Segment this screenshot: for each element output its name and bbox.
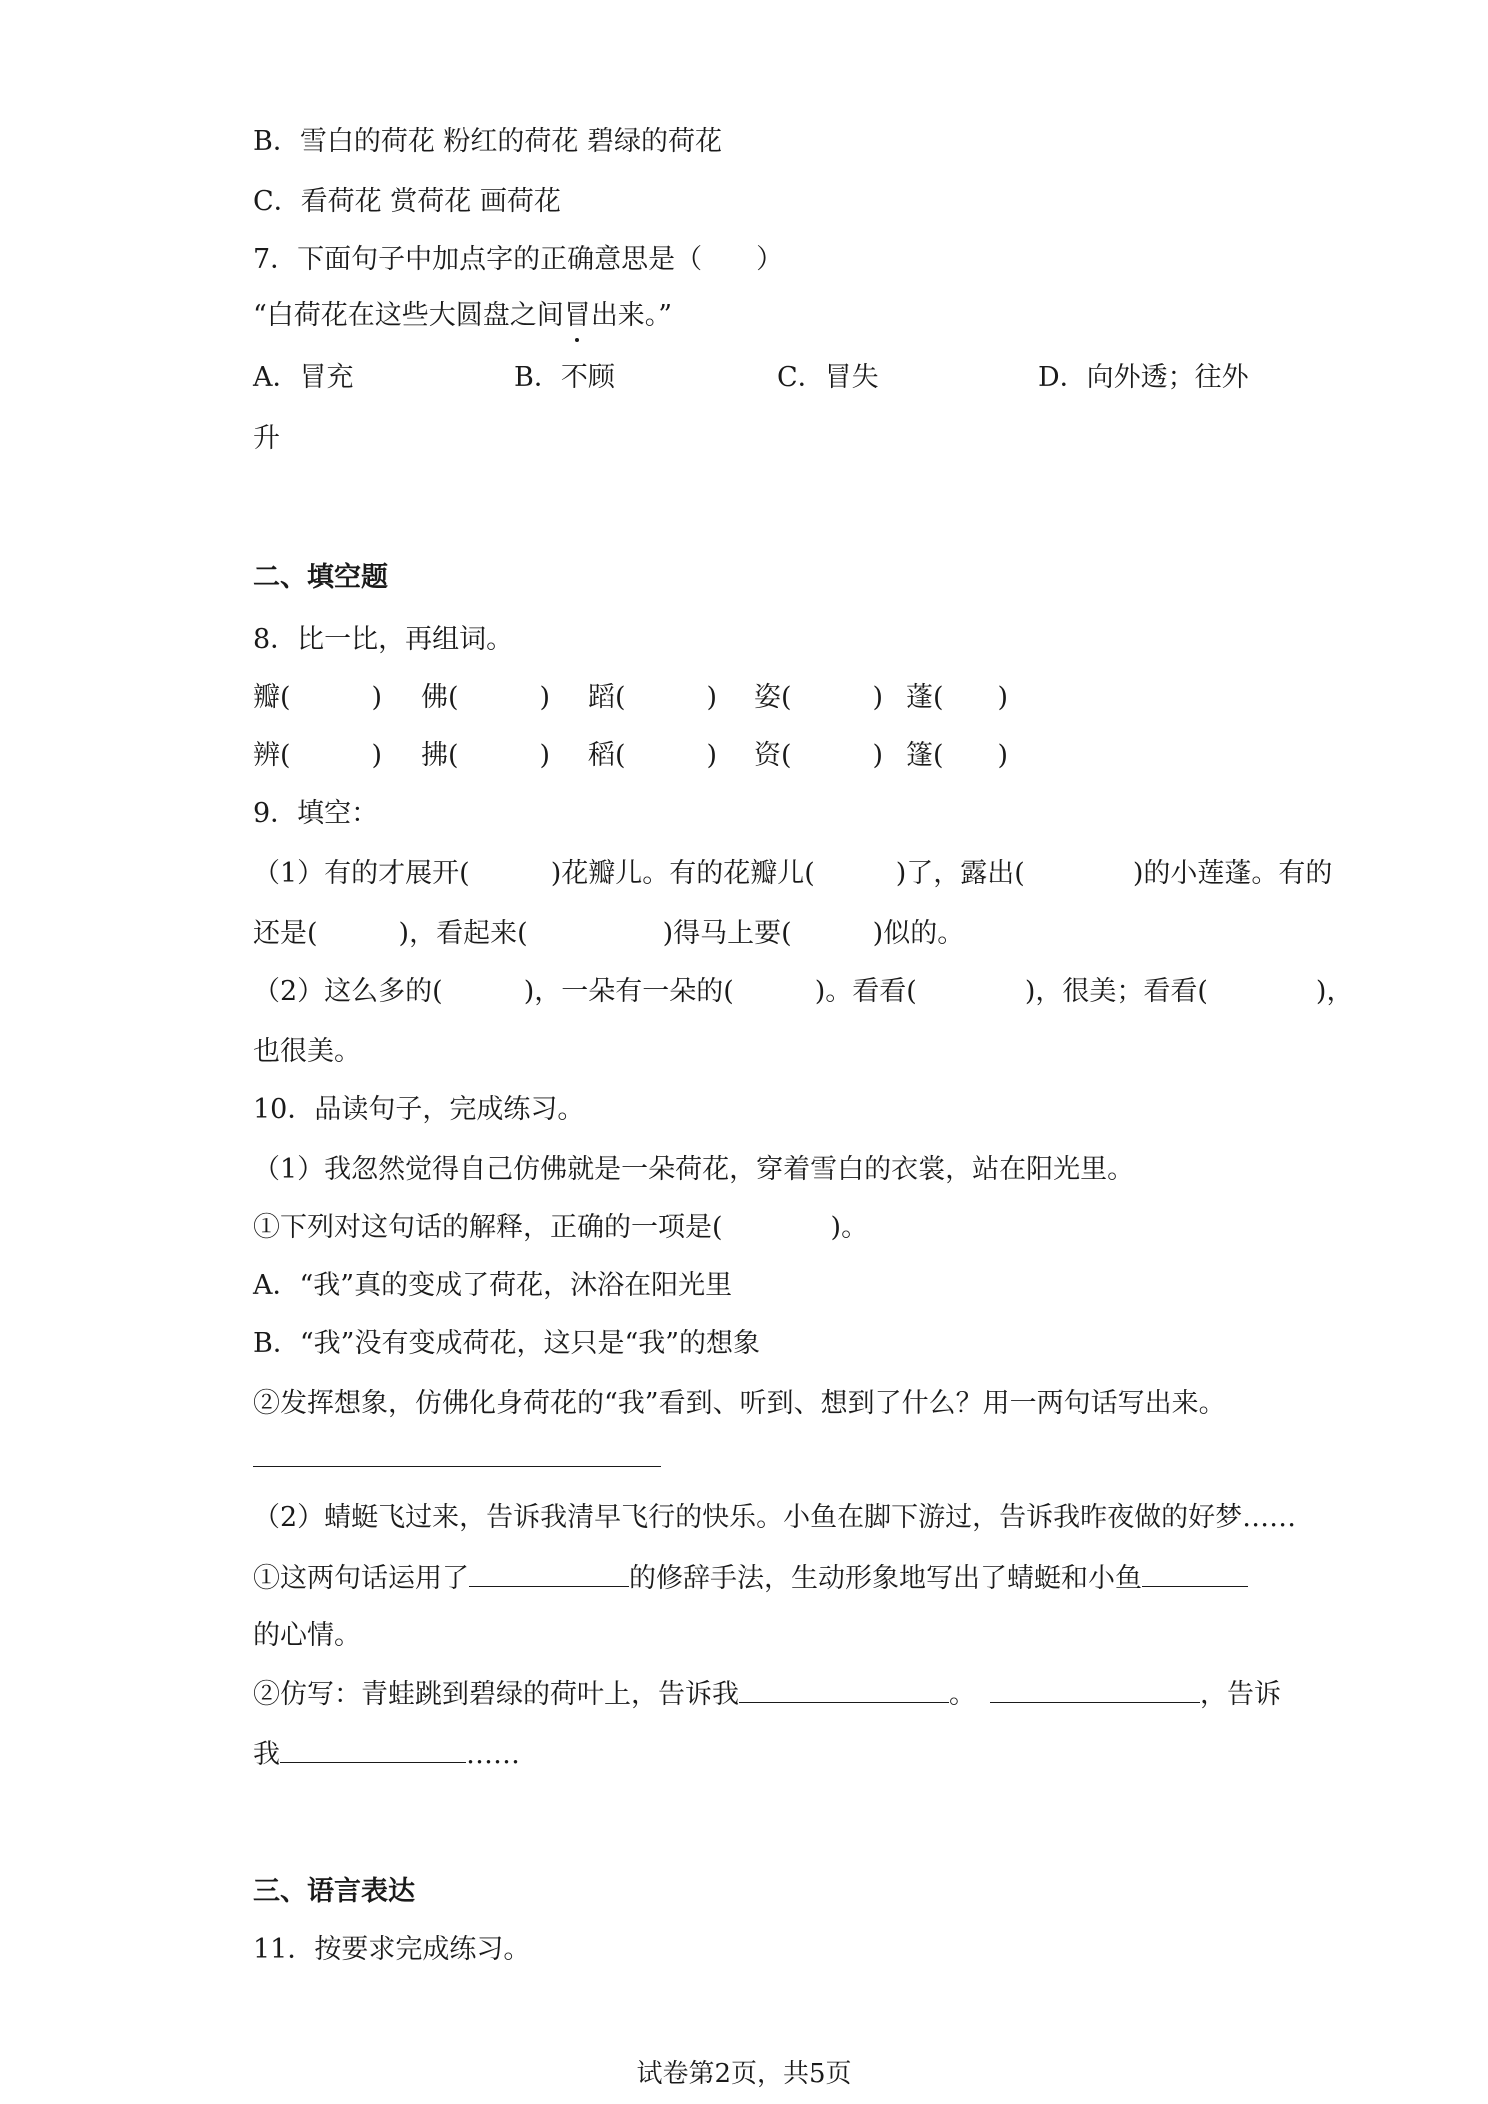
q7-sentence-before: “白荷花在这些大圆盘之间 [253,300,564,331]
q7-sentence-after: 出来。” [590,300,673,331]
q10-s1-option-a: A．“我”真的变成了荷花，沐浴在阳光里 [253,1270,733,1301]
q7-option-d: D．向外透；往外 [1038,362,1249,393]
q10-s2-q1-continued: 的心情。 [253,1620,361,1651]
q10-s2-q1-text-b: 的修辞手法，生动形象地写出了蜻蜓和小鱼 [629,1563,1142,1594]
q9-part1-line2: 还是( )，看起来( )得马上要( )似的。 [253,918,965,949]
q7-option-a: A．冒充 [253,362,354,393]
q10-s1-option-b: B．“我”没有变成荷花，这只是“我”的想象 [253,1328,761,1359]
q8-row2-item: 资( ) [754,740,884,771]
q8-row2-item: 辨( ) [253,740,383,771]
q6-option-b: B．雪白的荷花 粉红的荷花 碧绿的荷花 [253,126,723,157]
q10-s2-q2-text-d: 我 [253,1739,280,1770]
q9-part1-line1: （1）有的才展开( )花瓣儿。有的花瓣儿( )了，露出( )的小莲蓬。有的 [253,858,1333,889]
q9-stem: 9．填空： [253,798,379,829]
q8-row1-item: 瓣( ) [253,682,383,713]
q10-s2-q2-text-c: ，告诉 [1200,1679,1281,1710]
q7-option-d-continued: 升 [253,423,280,454]
q7-option-c: C．冒失 [777,362,879,393]
q10-sentence-2: （2）蜻蜓飞过来，告诉我清早飞行的快乐。小鱼在脚下游过，告诉我昨夜做的好梦…… [253,1502,1297,1533]
q8-row1-item: 蹈( ) [588,682,718,713]
q8-stem: 8．比一比，再组词。 [253,624,514,655]
q10-stem: 10．品读句子，完成练习。 [253,1094,585,1125]
q8-row1-item: 姿( ) [754,682,884,713]
q7-stem: 7．下面句子中加点字的正确意思是（ ） [253,244,784,275]
q10-s2-q2-continued [253,1736,520,1773]
q9-part2-line2: 也很美。 [253,1036,361,1067]
q6-option-c: C．看荷花 赏荷花 画荷花 [253,186,561,217]
q10-s2-q2-text-a: ②仿写：青蛙跳到碧绿的荷叶上，告诉我 [253,1679,739,1710]
section-2-title: 二、填空题 [253,562,388,593]
page-footer: 试卷第2页，共5页 [636,2059,852,2089]
q10-s1-question-2: ②发挥想象，仿佛化身荷花的“我”看到、听到、想到了什么？用一两句话写出来。 [253,1388,1226,1419]
q10-s1-question-1: ①下列对这句话的解释，正确的一项是( )。 [253,1212,869,1243]
q10-sentence-1: （1）我忽然觉得自己仿佛就是一朵荷花，穿着雪白的衣裳，站在阳光里。 [253,1154,1135,1185]
q10-s2-q2-text-e: …… [466,1739,520,1770]
q7-option-b: B．不顾 [514,362,615,393]
q8-row2-item: 拂( ) [421,740,551,771]
imitation-blank-2[interactable] [990,1676,1200,1703]
q7-dotted-char: 冒 [564,298,591,334]
q8-row1-item: 佛( ) [421,682,551,713]
q8-row2-item: 篷( ) [906,740,1009,771]
imitation-blank-1[interactable] [739,1676,949,1703]
imitation-blank-3[interactable] [280,1736,466,1763]
q10-s2-q1-text-a: ①这两句话运用了 [253,1563,469,1594]
q11-stem: 11．按要求完成练习。 [253,1934,531,1965]
q9-part2-line1: （2）这么多的( )，一朵有一朵的( )。看看( )，很美；看看( )， [253,976,1354,1007]
rhetoric-blank[interactable] [469,1560,629,1587]
section-3-title: 三、语言表达 [253,1876,415,1907]
mood-blank[interactable] [1142,1560,1248,1587]
q10-s2-question-1 [253,1560,1248,1597]
q8-row2-item: 稻( ) [588,740,718,771]
q7-sentence [253,298,672,334]
q10-answer-line[interactable] [253,1466,661,1467]
q10-s2-q2-text-b: 。 [949,1679,976,1710]
q10-s2-question-2 [253,1676,1281,1713]
q8-row1-item: 蓬( ) [906,682,1009,713]
